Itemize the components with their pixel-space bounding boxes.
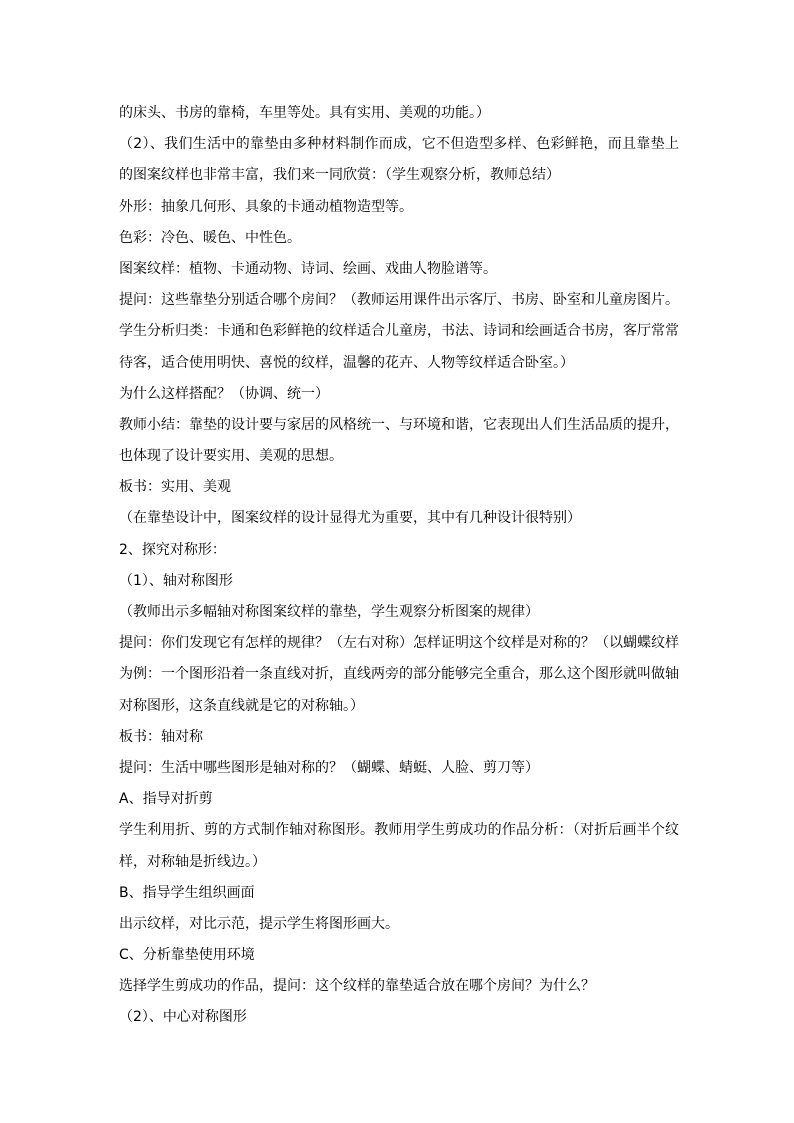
text-line: 学生利用折、剪的方式制作轴对称图形。教师用学生剪成功的作品分析：（对折后画半个纹 [119, 822, 679, 839]
text-line: 图案纹样：植物、卡通动物、诗词、绘画、戏曲人物脸谱等。 [119, 260, 497, 277]
text-line: 的图案纹样也非常丰富，我们来一同欣赏：（学生观察分析，教师总结） [119, 167, 560, 184]
text-line: 2、探究对称形： [119, 541, 226, 558]
document-body [119, 98, 679, 1034]
text-line: 也体现了设计要实用、美观的思想。 [119, 448, 343, 465]
text-line: 待客，适合使用明快、喜悦的纹样，温馨的花卉、人物等纹样适合卧室。） [119, 354, 574, 371]
text-line: 样，对称轴是折线边。） [119, 853, 266, 870]
text-line: 板书：轴对称 [119, 728, 203, 745]
text-line: （2）、中心对称图形 [119, 1009, 247, 1026]
text-line: 提问：生活中哪些图形是轴对称的？（蝴蝶、蜻蜓、人脸、剪刀等） [119, 759, 539, 776]
text-line: 外形：抽象几何形、具象的卡通动植物造型等。 [119, 198, 413, 215]
text-line: 提问：这些靠垫分别适合哪个房间？（教师运用课件出示客厅、书房、卧室和儿童房图片。 [119, 292, 679, 309]
text-line: 出示纹样，对比示范，提示学生将图形画大。 [119, 915, 399, 932]
text-line: 提问：你们发现它有怎样的规律？（左右对称）怎样证明这个纹样是对称的？（以蝴蝶纹样 [119, 635, 679, 652]
text-line: （1）、轴对称图形 [119, 572, 233, 589]
text-line: （2）、我们生活中的靠垫由多种材料制作而成，它不但造型多样、色彩鲜艳，而且靠垫上 [119, 136, 679, 153]
text-line: A、指导对折剪 [119, 791, 213, 808]
text-line: 色彩：冷色、暖色、中性色。 [119, 229, 301, 246]
text-line: 教师小结：靠垫的设计要与家居的风格统一、与环境和谐，它表现出人们生活品质的提升， [119, 416, 679, 433]
text-line: 的床头、书房的靠椅，车里等处。具有实用、美观的功能。） [119, 105, 490, 121]
text-line: 学生分析归类：卡通和色彩鲜艳的纹样适合儿童房，书法、诗词和绘画适合书房，客厅常常 [119, 323, 679, 340]
text-line: C、分析靠垫使用环境 [119, 947, 255, 964]
text-line: 选择学生剪成功的作品，提问：这个纹样的靠垫适合放在哪个房间？为什么？ [119, 978, 595, 995]
text-line: （教师出示多幅轴对称图案纹样的靠垫，学生观察分析图案的规律） [119, 604, 539, 620]
text-line: 对称图形，这条直线就是它的对称轴。） [119, 697, 364, 714]
text-line: 为例：一个图形沿着一条直线对折，直线两旁的部分能够完全重合，那么这个图形就叫做轴 [119, 666, 679, 683]
text-line: 板书：实用、美观 [119, 479, 231, 496]
text-line: （在靠垫设计中，图案纹样的设计显得尤为重要，其中有几种设计很特别） [119, 510, 581, 527]
text-line: 为什么这样搭配？（协调、统一） [119, 385, 329, 402]
text-line: B、指导学生组织画面 [119, 884, 255, 901]
